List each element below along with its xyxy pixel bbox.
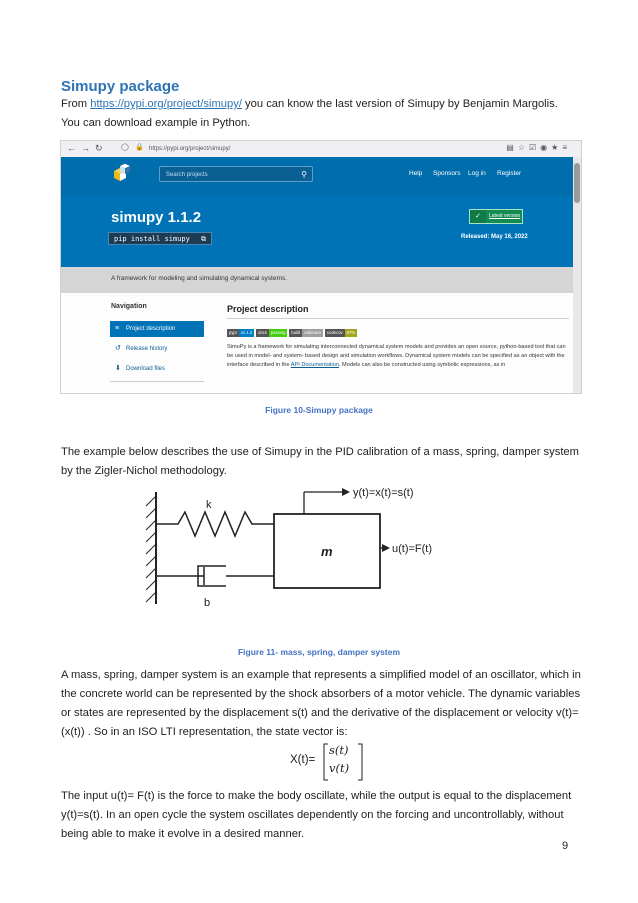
package-content	[61, 293, 573, 393]
reload-icon[interactable]: ↻	[95, 143, 103, 153]
spring-label: k	[206, 499, 212, 511]
input-label: u(t)=F(t)	[392, 543, 433, 555]
state-vector	[290, 742, 410, 782]
package-banner	[61, 195, 573, 267]
intro-suffix: you can know the last version of Simupy by Benjamin Margolis.	[241, 98, 558, 110]
mass-label: m	[321, 544, 333, 559]
release-date: Released: May 16, 2022	[461, 234, 528, 240]
badge-row	[227, 329, 359, 337]
mass-spring-damper-diagram	[140, 482, 440, 612]
browser-toolbar-icons[interactable]: ▤☆☑◉★≡	[506, 143, 571, 152]
nav-link-sponsors[interactable]: Sponsors	[433, 170, 461, 177]
forward-icon[interactable]: →	[81, 143, 90, 153]
figure-11-caption: Figure 11- mass, spring, damper system	[237, 647, 401, 657]
api-documentation-link[interactable]: API Documentation	[290, 362, 339, 369]
badge-codecov-label: codecov	[327, 330, 343, 335]
paragraph-description: A mass, spring, damper system is an example that represents a simplified model of an oscillator, which in the concrete world can be represented by the shock absorbers of a motor vehicle. The dynamic variables or states are represented by the displacement s(t) and the derivative of the displacement or velocity v(t)=(x(t)) . So in an ISO LTI representation, the state vector is:	[61, 669, 581, 738]
navigation-heading: Navigation	[111, 303, 147, 310]
paragraph-example: The example below describes the use of Simupy in the PID calibration of a mass, spring, damper system by the Zigler-Nichol methodology.	[61, 446, 579, 477]
copy-icon[interactable]: ⧉	[201, 235, 206, 243]
lock-icon: 🔒	[135, 144, 144, 151]
latest-version-button[interactable]	[469, 209, 523, 224]
url-bar[interactable]: https://pypi.org/project/simupy/	[149, 146, 231, 152]
pypi-screenshot	[60, 140, 582, 394]
spring	[156, 512, 274, 536]
figure-10-caption: Figure 10-Simupy package	[265, 405, 373, 415]
pip-command[interactable]	[108, 232, 212, 245]
history-icon: ↺	[115, 345, 121, 352]
damper-label: b	[204, 597, 211, 609]
output-label: y(t)=x(t)=s(t)	[353, 487, 414, 499]
search-input[interactable]	[159, 166, 313, 182]
pypi-link[interactable]: https://pypi.org/project/simupy/	[90, 98, 242, 110]
package-summary: A framework for modeling and simulating dynamical systems.	[111, 275, 287, 282]
nav-item-label: Release history	[126, 346, 168, 352]
browser-toolbar	[61, 141, 581, 157]
badge-pypi-value[interactable]: v1.1.2	[240, 330, 253, 335]
project-description-text: SimuPy is a framework for simulating interconnected dynamical system models and provides an open source, python-based tool that can be used in model- and system- based design and simulation workflows. Dynamical system models can be specified as an object with the interface described in the API Documentation. Models can also be constructed using symbolic expressions, as in	[227, 344, 566, 369]
intro-paragraph	[61, 95, 601, 133]
nav-item-project-description[interactable]	[110, 321, 204, 337]
section-heading: Simupy package	[61, 78, 180, 95]
state-vector-lhs: X(t)=	[290, 754, 316, 766]
paragraph-input-output: The input u(t)= F(t) is the force to make the body oscillate, while the output is equal to the displacement y(t)=s(t). In an open cycle the system oscillates dependently on the forcing and uncontrollably, without being able to make it evolve in a desired manner.	[61, 790, 572, 840]
package-summary-bar	[61, 267, 573, 293]
nav-item-release-history[interactable]	[110, 341, 204, 357]
latest-version-label: Latest version	[489, 213, 521, 219]
output-arrow	[304, 488, 350, 514]
input-arrow	[380, 544, 390, 552]
wall	[146, 492, 156, 604]
intro-prefix: From	[61, 98, 91, 110]
list-icon: ≡	[115, 325, 120, 332]
check-icon: ✓	[470, 210, 486, 223]
state-entry-v: v(t)	[329, 761, 350, 775]
pip-command-text: pip install simupy	[114, 235, 190, 243]
nav-item-label: Download files	[126, 366, 166, 372]
divider	[227, 318, 569, 319]
nav-item-download-files[interactable]	[110, 361, 204, 377]
badge-codecov-value[interactable]: 87%	[346, 330, 356, 335]
search-placeholder: Search projects	[166, 172, 208, 178]
nav-item-label: Project description	[126, 326, 176, 332]
scrollbar[interactable]	[573, 157, 581, 393]
badge-build-value[interactable]: unknown	[304, 330, 322, 335]
shield-icon: ◯	[121, 144, 129, 151]
pypi-header	[61, 157, 573, 195]
badge-pypi-label: pypi	[229, 330, 237, 335]
download-icon: ⬇	[115, 365, 121, 372]
nav-link-help[interactable]: Help	[409, 170, 423, 177]
state-entry-s: s(t)	[329, 743, 349, 757]
intro-line2: You can download example in Python.	[61, 117, 251, 129]
damper	[156, 566, 274, 586]
nav-link-login[interactable]: Log in	[468, 170, 486, 177]
pypi-logo-icon[interactable]	[111, 163, 133, 185]
search-icon[interactable]: ⚲	[301, 170, 307, 179]
badge-build-label: build	[291, 330, 301, 335]
scrollbar-thumb[interactable]	[574, 163, 580, 203]
package-title: simupy 1.1.2	[111, 209, 202, 226]
badge-docs-label: docs	[258, 330, 267, 335]
page-number: 9	[562, 840, 569, 852]
badge-docs-value[interactable]: passing	[270, 330, 286, 335]
back-icon[interactable]: ←	[67, 143, 76, 153]
nav-link-register[interactable]: Register	[497, 170, 522, 177]
project-description-heading: Project description	[227, 304, 309, 314]
nav-divider	[110, 381, 204, 382]
